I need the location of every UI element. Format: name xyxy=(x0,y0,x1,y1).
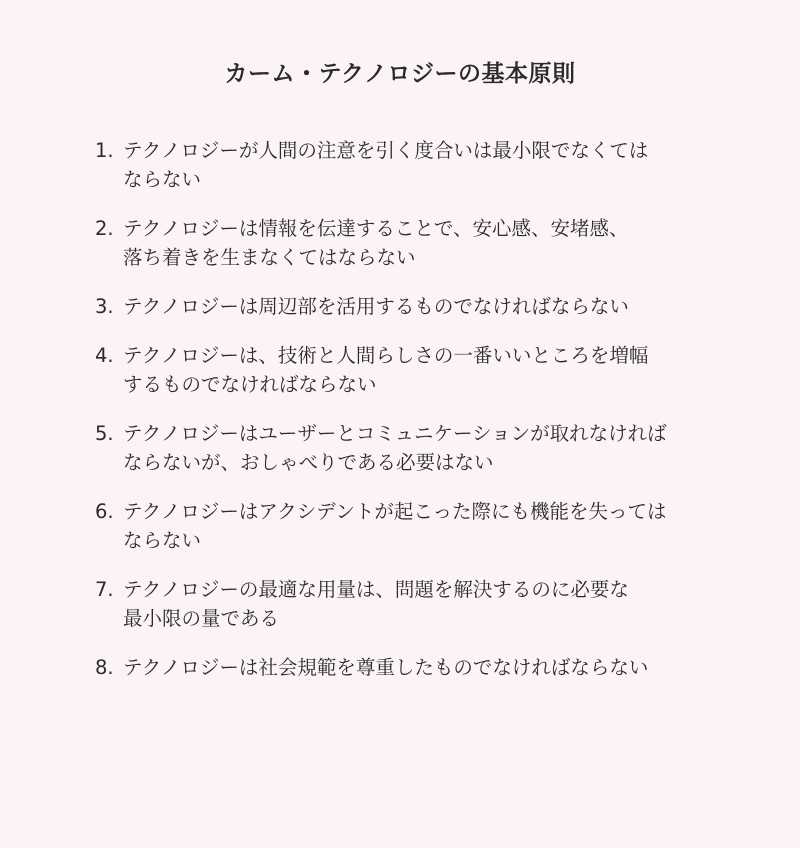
item-line: テクノロジーはアクシデントが起こった際にも機能を失っては xyxy=(123,500,667,523)
list-item xyxy=(95,292,785,321)
item-number: 4. xyxy=(95,344,114,367)
page-title: カーム・テクノロジーの基本原則 xyxy=(224,61,576,87)
item-text xyxy=(123,136,785,194)
item-line: テクノロジーはユーザーとコミュニケーションが取れなければ xyxy=(123,422,667,445)
list-item xyxy=(95,136,785,194)
item-text xyxy=(123,497,785,555)
item-number: 2. xyxy=(95,217,114,240)
item-line: テクノロジーの最適な用量は、問題を解決するのに必要な xyxy=(123,578,629,601)
item-line: するものでなければならない xyxy=(123,373,377,396)
item-line: テクノロジーは社会規範を尊重したものでなければならない xyxy=(123,656,649,679)
list-item xyxy=(95,214,785,272)
list-item xyxy=(95,419,785,477)
item-line: 落ち着きを生まなくてはならない xyxy=(123,246,416,269)
principles-list xyxy=(95,136,785,702)
list-item xyxy=(95,575,785,633)
item-text xyxy=(123,575,785,633)
item-line: 最小限の量である xyxy=(123,607,280,630)
item-text xyxy=(123,214,785,272)
list-item xyxy=(95,653,785,682)
item-line: ならない xyxy=(123,529,202,552)
item-line: ならないが、おしゃべりである必要はない xyxy=(123,451,494,474)
item-line: テクノロジーが人間の注意を引く度合いは最小限でなくては xyxy=(123,139,649,162)
item-number: 8. xyxy=(95,656,114,679)
item-line: テクノロジーは周辺部を活用するものでなければならない xyxy=(123,295,629,318)
item-line: ならない xyxy=(123,168,202,191)
item-line: テクノロジーは、技術と人間らしさの一番いいところを増幅 xyxy=(123,344,649,367)
item-number: 7. xyxy=(95,578,114,601)
item-text xyxy=(123,653,785,682)
item-line: テクノロジーは情報を伝達することで、安心感、安堵感、 xyxy=(123,217,629,240)
list-item xyxy=(95,341,785,399)
list-item xyxy=(95,497,785,555)
item-text xyxy=(123,292,785,321)
item-number: 3. xyxy=(95,295,114,318)
item-number: 1. xyxy=(95,139,114,162)
item-text xyxy=(123,341,785,399)
item-number: 6. xyxy=(95,500,114,523)
item-number: 5. xyxy=(95,422,114,445)
item-text xyxy=(123,419,785,477)
